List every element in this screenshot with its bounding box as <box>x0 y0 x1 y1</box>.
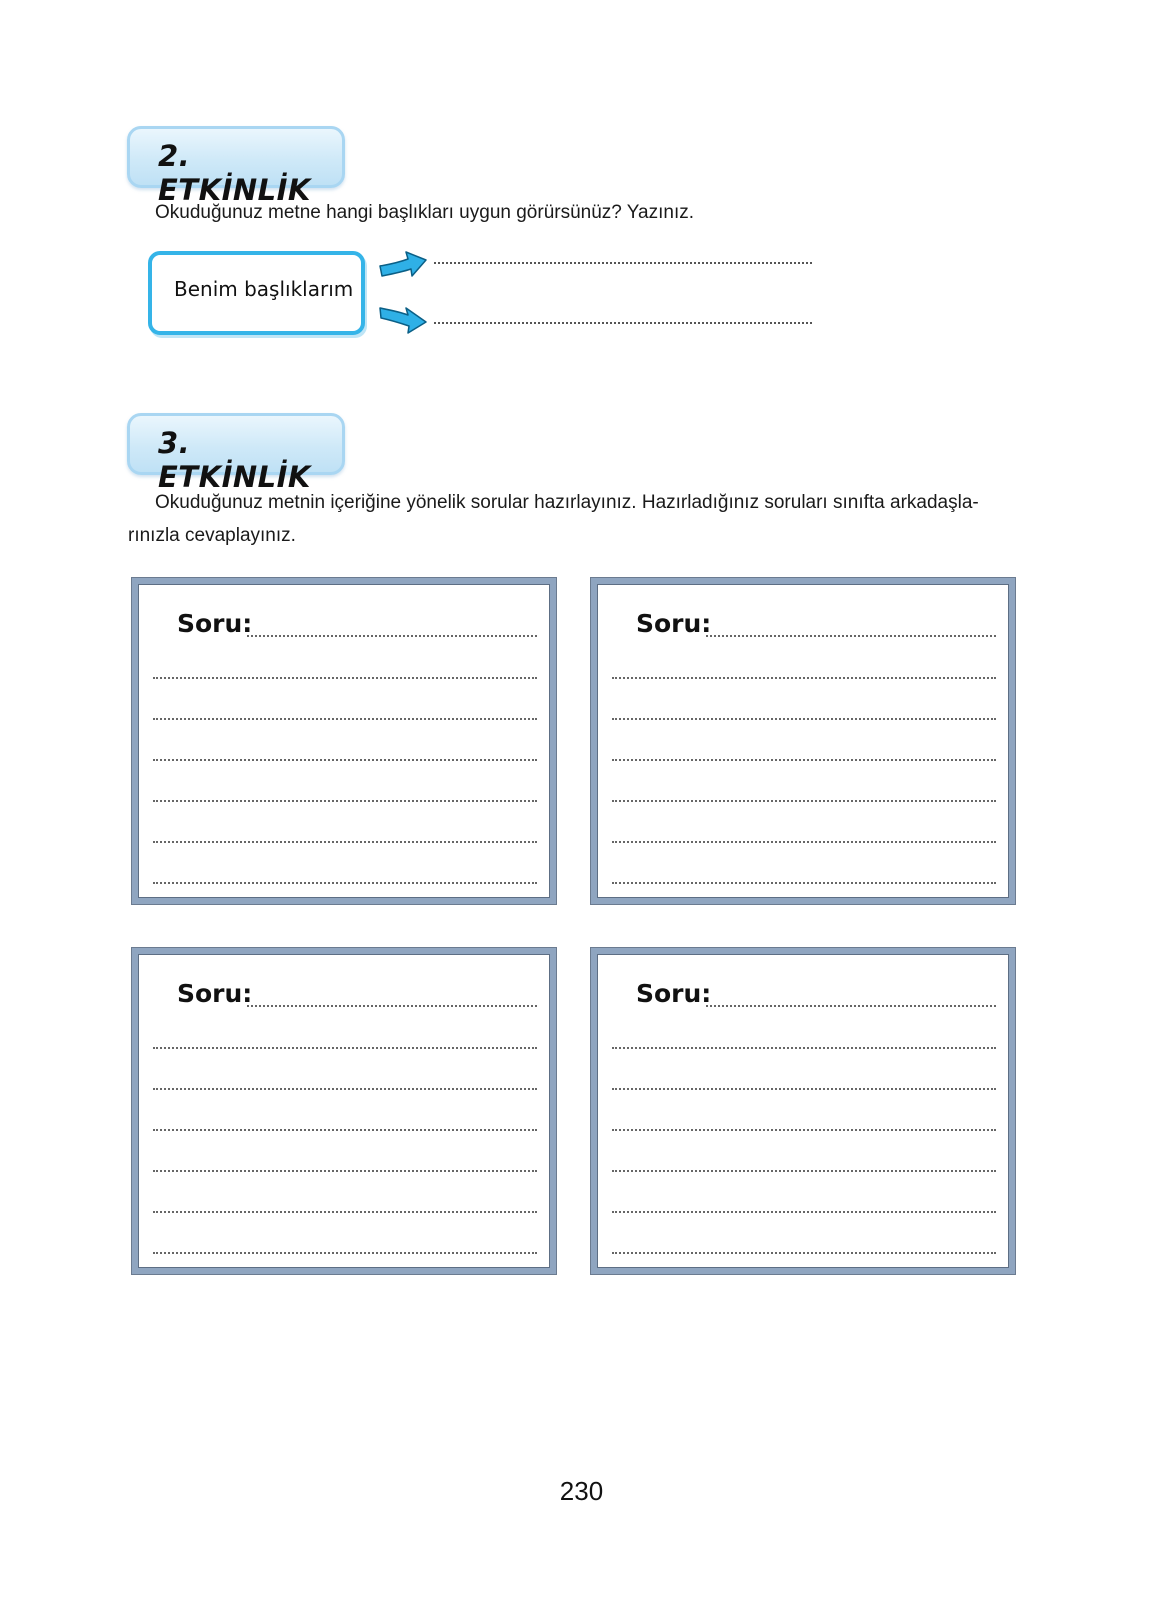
soru-label: Soru: <box>636 979 712 1008</box>
soru-answer-line[interactable] <box>247 635 537 637</box>
activity-3-instruction-line-1: Okuduğunuz metnin içeriğine yönelik sorular hazırlayınız. Hazırladığınız soruları sınıfta arkadaşla- <box>155 492 979 513</box>
activity-2-title: 2. ETKİNLİK <box>158 139 311 207</box>
soru-answer-line[interactable] <box>247 1005 537 1007</box>
activity-3-title: 3. ETKİNLİK <box>158 426 311 494</box>
question-card-1 <box>131 577 557 905</box>
answer-line[interactable] <box>612 759 996 761</box>
question-card-inner <box>138 954 550 1268</box>
answer-line[interactable] <box>612 1252 996 1254</box>
answer-line[interactable] <box>153 1088 537 1090</box>
activity-2-instruction: Okuduğunuz metne hangi başlıkları uygun görürsünüz? Yazınız. <box>155 202 695 223</box>
question-card-inner <box>597 584 1009 898</box>
answer-line[interactable] <box>612 882 996 884</box>
question-card-2 <box>590 577 1016 905</box>
answer-line[interactable] <box>153 677 537 679</box>
soru-answer-line[interactable] <box>706 635 996 637</box>
answer-line[interactable] <box>153 1047 537 1049</box>
question-card-inner <box>138 584 550 898</box>
question-card-4 <box>590 947 1016 1275</box>
activity-3-badge <box>127 413 345 494</box>
headings-label-box <box>148 251 365 335</box>
arrow-right-icon <box>378 250 428 282</box>
answer-line[interactable] <box>612 718 996 720</box>
answer-line[interactable] <box>153 800 537 802</box>
answer-line[interactable] <box>153 1129 537 1131</box>
answer-line[interactable] <box>153 882 537 884</box>
heading-answer-line-2[interactable] <box>434 322 812 324</box>
answer-line[interactable] <box>612 1170 996 1172</box>
answer-line[interactable] <box>153 841 537 843</box>
arrow-right-icon <box>378 302 428 334</box>
answer-line[interactable] <box>153 1170 537 1172</box>
answer-line[interactable] <box>153 718 537 720</box>
soru-label: Soru: <box>636 609 712 638</box>
answer-line[interactable] <box>612 800 996 802</box>
activity-2-badge <box>127 126 345 207</box>
question-card-3 <box>131 947 557 1275</box>
answer-line[interactable] <box>612 1129 996 1131</box>
answer-line[interactable] <box>612 1211 996 1213</box>
answer-line[interactable] <box>612 1047 996 1049</box>
soru-label: Soru: <box>177 609 253 638</box>
headings-label: Benim başlıklarım <box>174 277 354 301</box>
soru-answer-line[interactable] <box>706 1005 996 1007</box>
question-card-inner <box>597 954 1009 1268</box>
answer-line[interactable] <box>612 841 996 843</box>
page-number: 230 <box>559 1476 604 1506</box>
answer-line[interactable] <box>153 759 537 761</box>
soru-label: Soru: <box>177 979 253 1008</box>
answer-line[interactable] <box>612 677 996 679</box>
answer-line[interactable] <box>153 1252 537 1254</box>
answer-line[interactable] <box>612 1088 996 1090</box>
heading-answer-line-1[interactable] <box>434 262 812 264</box>
answer-line[interactable] <box>153 1211 537 1213</box>
activity-3-instruction-line-2: rınızla cevaplayınız. <box>128 525 296 546</box>
